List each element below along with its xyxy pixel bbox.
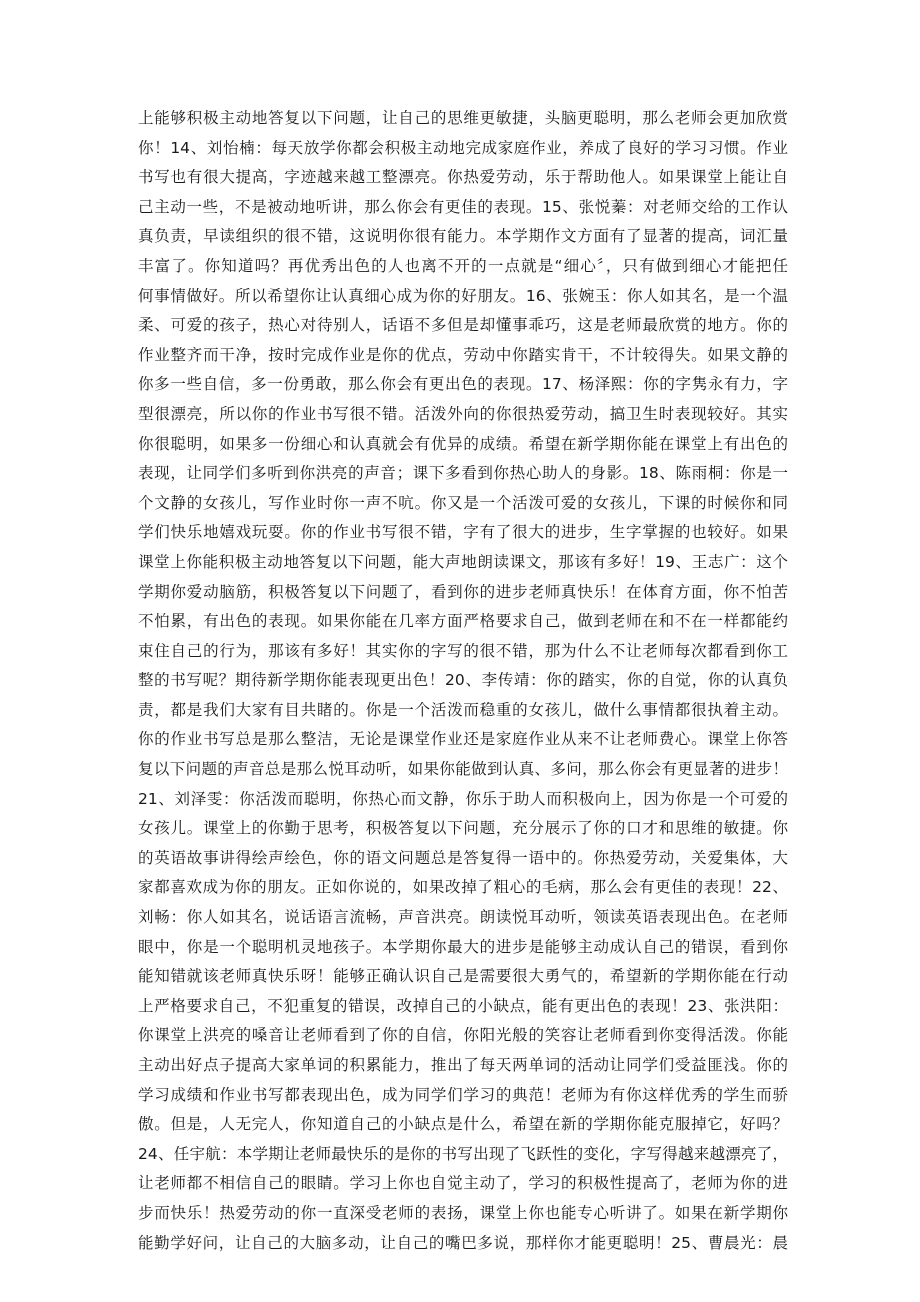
- text-line: 女孩儿。课堂上的你勤于思考，积极答复以下问题，充分展示了你的口才和思维的敏捷。你: [138, 819, 788, 838]
- text-line: 书写也有很大提高，字迹越来越工整漂亮。你热爱劳动，乐于帮助他人。如果课堂上能让自: [138, 168, 788, 187]
- text-line: 课堂上你能积极主动地答复以下问题，能大声地朗读课文，那该有多好！19、王志广：这个: [138, 552, 788, 571]
- text-line: 型很漂亮，所以你的作业书写很不错。活泼外向的你很热爱劳动，搞卫生时表现较好。其实: [138, 404, 788, 423]
- text-line: 让老师都不相信自己的眼睛。学习上你也自觉主动了，学习的积极性提高了，老师为你的进: [138, 1174, 788, 1193]
- text-line: 上能够积极主动地答复以下问题，让自己的思维更敏捷，头脑更聪明，那么老师会更加欣赏: [138, 109, 788, 127]
- text-line: 21、刘泽雯：你活泼而聪明，你热心而文静，你乐于助人而积极向上，因为你是一个可爱的: [138, 789, 788, 808]
- text-line: 刘畅：你人如其名，说话语言流畅，声音洪亮。朗读悦耳动听，领读英语表现出色。在老师: [138, 908, 788, 927]
- text-line: 能勤学好问，让自己的大脑多动，让自己的嘴巴多说，那样你才能更聪明！25、曹晨光：晨: [138, 1233, 788, 1252]
- text-line: 学期你爱动脑筋，积极答复以下问题了，看到你的进步老师真快乐！在体育方面，你不怕苦: [138, 582, 788, 601]
- text-line: 眼中，你是一个聪明机灵地孩子。本学期你最大的进步是能够主动成认自己的错误，看到你: [138, 937, 788, 956]
- text-line: 学习成绩和作业书写都表现出色，成为同学们学习的典范！老师为有你这样优秀的学生而骄: [138, 1085, 788, 1104]
- text-line: 你多一些自信，多一份勇敢，那么你会有更出色的表现。17、杨泽熙：你的字隽永有力，字: [138, 375, 788, 394]
- text-line: 复以下问题的声音总是那么悦耳动听，如果你能做到认真、多问，那么你会有更显著的进步！: [138, 760, 788, 779]
- text-line: 真负责，早读组织的很不错，这说明你很有能力。本学期作文方面有了显著的提高，词汇量: [138, 227, 788, 246]
- text-line: 家都喜欢成为你的朋友。正如你说的，如果改掉了粗心的毛病，那么会有更佳的表现！22、: [138, 878, 788, 897]
- text-line: 丰富了。你知道吗？再优秀出色的人也离不开的一点就是“细心〞，只有做到细心才能把任: [138, 256, 788, 275]
- text-line: 你很聪明，如果多一份细心和认真就会有优异的成绩。希望在新学期你能在课堂上有出色的: [138, 434, 788, 453]
- text-line: 24、任宇航：本学期让老师最快乐的是你的书写出现了飞跃性的变化，字写得越来越漂亮了，: [138, 1144, 788, 1163]
- text-line: 主动出好点子提高大家单词的积累能力，推出了每天两单词的活动让同学们受益匪浅。你的: [138, 1056, 788, 1074]
- text-line: 何事情做好。所以希望你让认真细心成为你的好朋友。16、张婉玉：你人如其名，是一个温: [138, 286, 788, 305]
- text-line: 学们快乐地嬉戏玩耍。你的作业书写很不错，字有了很大的进步，生字掌握的也较好。如果: [138, 523, 788, 542]
- text-line: 表现，让同学们多听到你洪亮的声音；课下多看到你热心助人的身影。18、陈雨桐：你是一: [138, 464, 788, 483]
- text-line: 你的作业书写总是那么整洁，无论是课堂作业还是家庭作业从来不让老师费心。课堂上你答: [138, 730, 788, 749]
- text-line: 束住自己的行为，那该有多好！其实你的字写的很不错，那为什么不让老师每次都看到你工: [138, 641, 788, 660]
- text-line: 你！14、刘怡楠：每天放学你都会积极主动地完成家庭作业，养成了良好的学习习惯。作业: [138, 138, 788, 157]
- text-line: 上严格要求自己，不犯重复的错误，改掉自己的小缺点，能有更出色的表现！23、张洪阳：: [138, 996, 788, 1015]
- text-line: 责，都是我们大家有目共睹的。你是一个活泼而稳重的女孩儿，做什么事情都很执着主动。: [138, 700, 788, 719]
- text-line: 能知错就该老师真快乐呀！能够正确认识自己是需要很大勇气的，希望新的学期你能在行动: [138, 967, 788, 986]
- text-line: 整的书写呢？期待新学期你能表现更出色！20、李传靖：你的踏实，你的自觉，你的认真负: [138, 671, 788, 690]
- text-line: 个文静的女孩儿，写作业时你一声不吭。你又是一个活泼可爱的女孩儿，下课的时候你和同: [138, 493, 788, 512]
- text-line: 的英语故事讲得绘声绘色，你的语文问题总是答复得一语中的。你热爱劳动，关爱集体，大: [138, 848, 788, 867]
- text-line: 柔、可爱的孩子，热心对待别人，话语不多但是却懂事乖巧，这是老师最欣赏的地方。你的: [138, 316, 788, 335]
- document-body-text: [138, 104, 788, 1258]
- text-line: 不怕累，有出色的表现。如果你能在几率方面严格要求自己，做到老师在和不在一样都能约: [138, 612, 788, 631]
- text-line: 己主动一些，不是被动地听讲，那么你会有更佳的表现。15、张悦蓁：对老师交给的工作认: [138, 197, 788, 216]
- text-line: 作业整齐而干净，按时完成作业是你的优点，劳动中你踏实肯干，不计较得失。如果文静的: [138, 345, 788, 364]
- text-line: 傲。但是，人无完人，你知道自己的小缺点是什么，希望在新的学期你能克服掉它，好吗？: [138, 1115, 788, 1134]
- text-line: 你课堂上洪亮的嗓音让老师看到了你的自信，你阳光般的笑容让老师看到你变得活泼。你能: [138, 1026, 788, 1045]
- text-line: 步而快乐！热爱劳动的你一直深受老师的表扬，课堂上你也能专心听讲了。如果在新学期你: [138, 1203, 788, 1222]
